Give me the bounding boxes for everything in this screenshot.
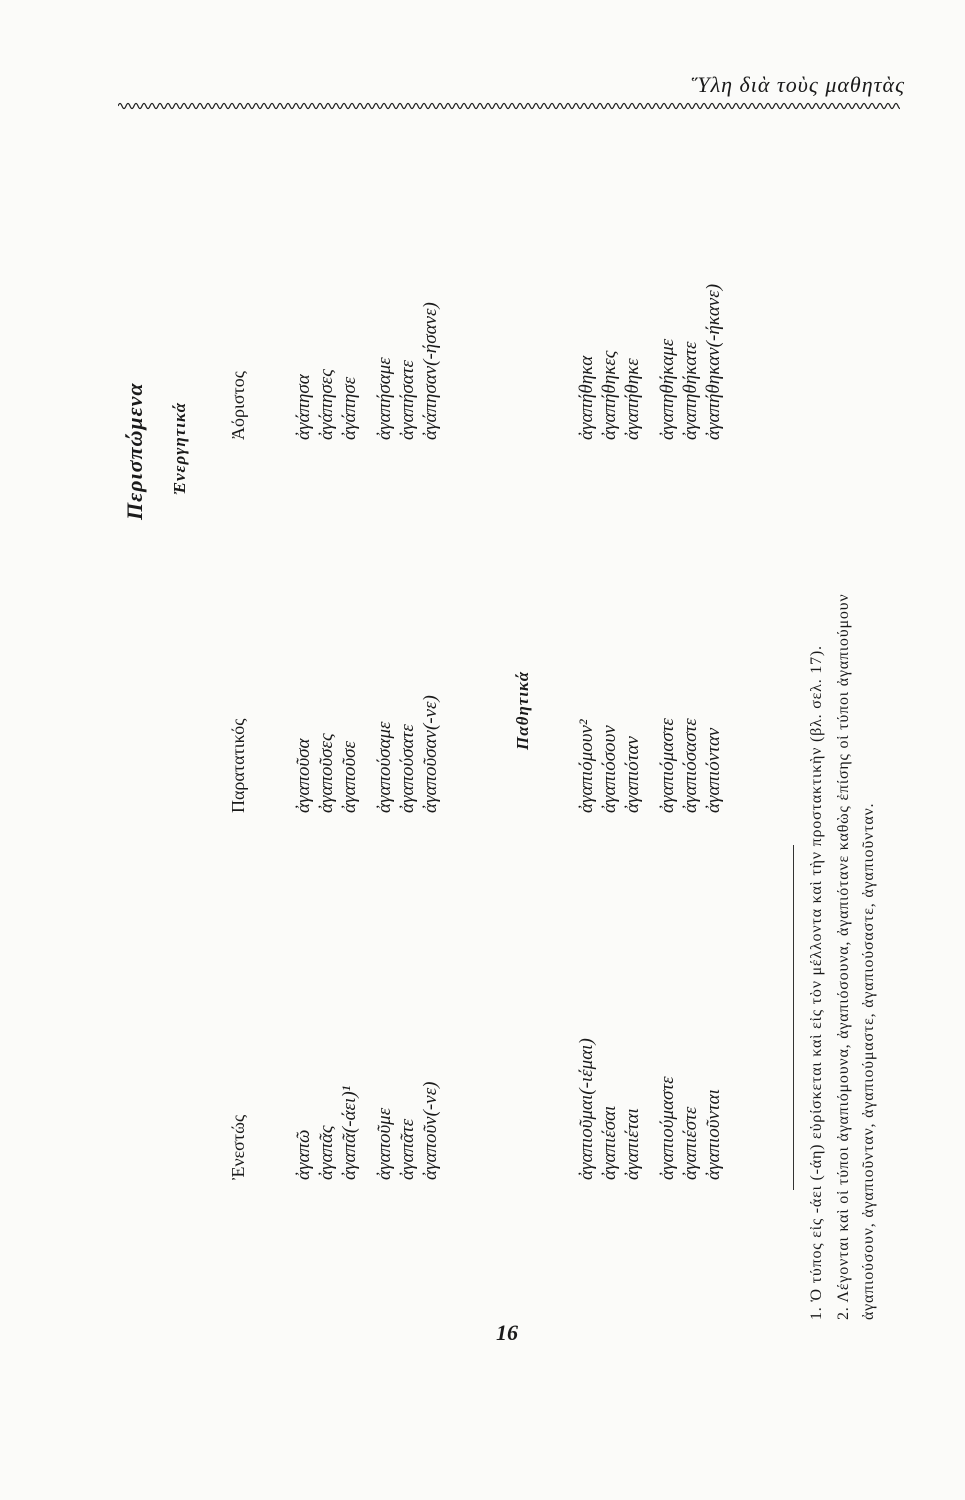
footnote-2-continued: ἀγαπιούσουν, ἀγαπιοῦνταν, ἀγαπιούμαστε, ἀγαπιούσαστε, ἀγαπιοῦνταν. <box>860 802 877 1320</box>
passive-aorist-forms <box>575 284 725 440</box>
footnote-rule <box>793 845 794 1190</box>
form: ἀγαπῶ <box>293 1129 314 1180</box>
running-head: Ὕλη διὰ τοὺς μαθητὰς <box>690 72 905 97</box>
form: ἀγάπησαν(-ήσανε) <box>420 302 441 440</box>
form: ἀγαπούσαμε <box>374 721 395 813</box>
form: ἀγαπιοῦμαι(-ιέμαι) <box>576 1038 597 1180</box>
form: ἀγαπιόταν <box>622 736 643 813</box>
form: ἀγάπησες <box>316 369 337 440</box>
form: ἀγαπιέσαι <box>599 1105 620 1180</box>
form: ἀγάπησε <box>339 376 360 440</box>
form: ἀγάπησα <box>293 374 314 440</box>
page-number: 16 <box>496 1320 518 1345</box>
form: ἀγαποῦσες <box>316 733 337 813</box>
col-head-aorist: Ἀόριστος <box>228 371 248 440</box>
form: ἀγαπιόσουν <box>599 725 620 813</box>
active-heading: Ἐνεργητικά <box>170 401 189 495</box>
form: ἀγαπήσατε <box>397 359 418 440</box>
form: ἀγαπιέστε <box>680 1106 701 1180</box>
form: ἀγαπᾶ(-άει)¹ <box>339 1085 360 1180</box>
form: ἀγαποῦσαν(-νε) <box>420 695 441 813</box>
form: ἀγαπιέται <box>622 1108 643 1180</box>
form: ἀγαπηθήκαμε <box>657 338 678 440</box>
passive-heading: Παθητικά <box>513 670 532 750</box>
form: ἀγαπιόμαστε <box>657 718 678 813</box>
footnote-1: 1. Ὁ τύπος εἰς -άει (-άη) εὑρίσκεται καὶ εἰς τὸν μέλλοντα καὶ τὴν προστακτικὴν (βλ. σελ. 17). <box>808 645 825 1320</box>
form: ἀγαπήθηκες <box>599 350 620 440</box>
active-imperfect-forms <box>292 695 442 813</box>
form: ἀγαπιόσαστε <box>680 718 701 813</box>
form: ἀγαπᾶτε <box>397 1118 418 1180</box>
active-present-forms <box>292 1081 442 1180</box>
form: ἀγαπούσατε <box>397 724 418 813</box>
form: ἀγαπήθηκα <box>576 355 597 440</box>
form: ἀγαπιούμαστε <box>657 1076 678 1180</box>
form: ἀγαπήθηκαν(-ήκανε) <box>703 283 724 440</box>
form: ἀγαπηθήκατε <box>680 341 701 440</box>
form: ἀγαποῦσε <box>339 740 360 813</box>
form: ἀγαπιοῦνται <box>703 1089 724 1180</box>
passive-present-forms <box>575 1038 725 1180</box>
form: ἀγαπιόνταν <box>703 727 724 813</box>
rotated-table-region <box>100 100 900 1340</box>
form: ἀγαπᾶς <box>316 1125 337 1180</box>
form: ἀγαπήθηκε <box>622 358 643 440</box>
active-aorist-forms <box>292 302 442 440</box>
footnote-2: 2. Λέγονται καὶ οἱ τύποι ἀγαπιόμουνα, ἀγαπιόσουνα, ἀγαπιότανε καθὼς ἐπίσης οἱ τύποι ἀγαπιούμουν <box>835 593 852 1320</box>
form: ἀγαποῦν(-νε) <box>420 1081 441 1180</box>
form: ἀγαποῦμε <box>374 1107 395 1180</box>
form: ἀγαπήσαμε <box>374 357 395 440</box>
form: ἀγαποῦσα <box>293 738 314 813</box>
passive-imperfect-forms <box>575 718 725 813</box>
col-head-imperfect: Παρατατικός <box>228 718 248 813</box>
page-title: Περισπώμενα <box>122 382 147 520</box>
form: ἀγαπιόμουν² <box>576 719 597 813</box>
col-head-present: Ἐνεστώς <box>228 1114 248 1180</box>
